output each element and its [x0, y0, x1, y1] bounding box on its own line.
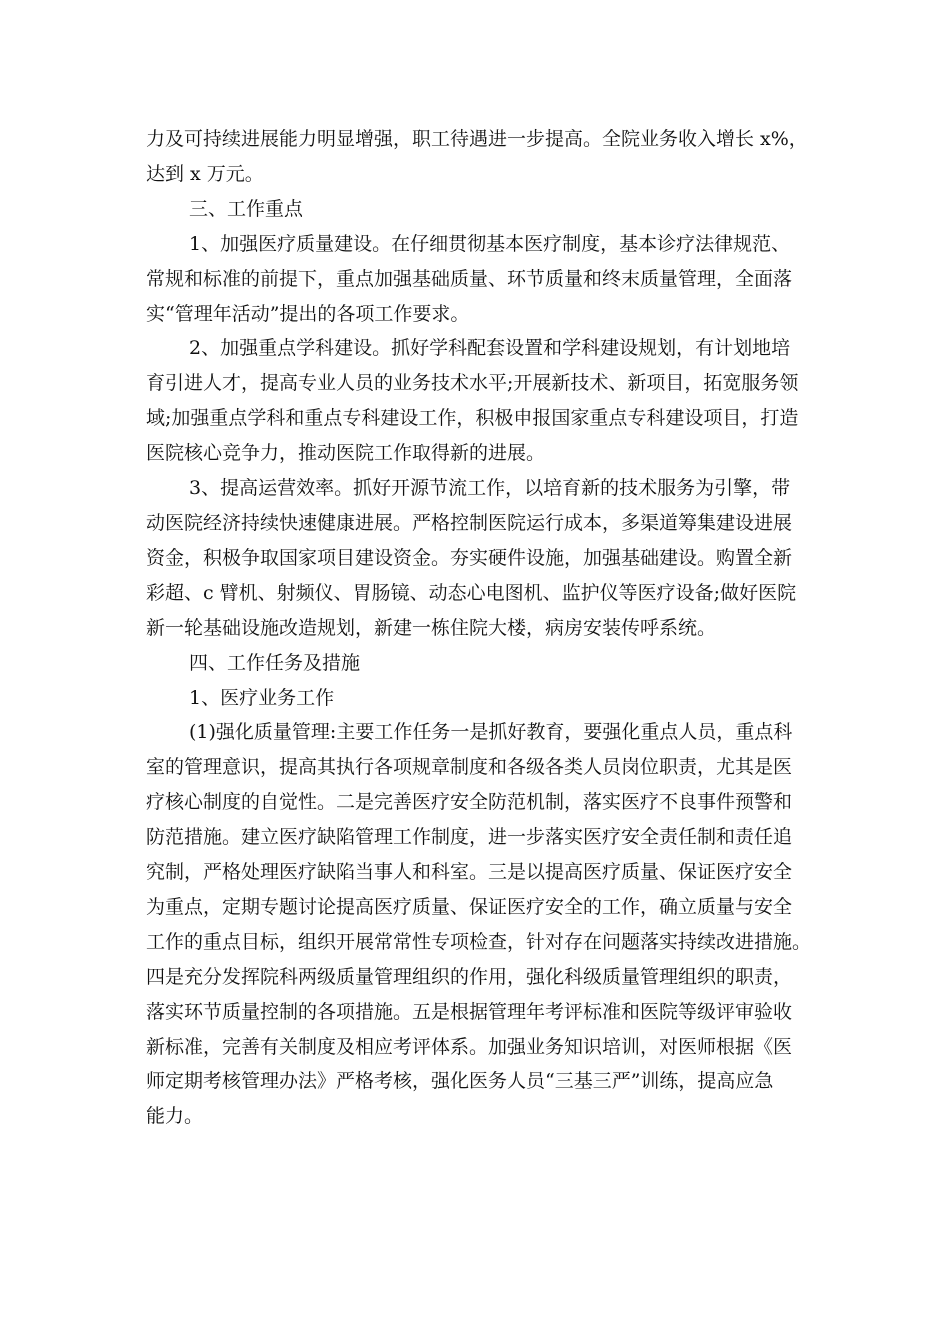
text-line: 能力。 — [146, 1105, 204, 1128]
text-line: 四是充分发挥院科两级质量管理组织的作用，强化科级质量管理组织的职责， — [146, 965, 793, 988]
text-line: 工作的重点目标，组织开展常常性专项检查，针对存在问题落实持续改进措施。 — [146, 930, 812, 953]
text-line: 防范措施。建立医疗缺陷管理工作制度，进一步落实医疗安全责任制和责任追 — [146, 826, 793, 849]
text-line: 育引进人才，提高专业人员的业务技术水平;开展新技术、新项目，拓宽服务领 — [146, 372, 799, 395]
text-line: 室的管理意识，提高其执行各项规章制度和各级各类人员岗位职责，尤其是医 — [146, 756, 793, 779]
text-line: 新一轮基础设施改造规划，新建一栋住院大楼，病房安装传呼系统。 — [146, 616, 717, 639]
text-line: 1、医疗业务工作 — [189, 686, 335, 709]
text-line: 动医院经济持续快速健康进展。严格控制医院运行成本，多渠道筹集建设进展 — [146, 511, 793, 534]
text-line: (1)强化质量管理:主要工作任务一是抓好教育，要强化重点人员，重点科 — [189, 721, 793, 744]
text-line: 实“管理年活动”提出的各项工作要求。 — [146, 302, 470, 325]
text-line: 常规和标准的前提下，重点加强基础质量、环节质量和终末质量管理，全面落 — [146, 267, 793, 290]
text-line: 3、提高运营效率。抓好开源节流工作，以培育新的技术服务为引擎，带 — [189, 477, 791, 500]
text-line: 彩超、c 臂机、射频仪、胃肠镜、动态心电图机、监护仪等医疗设备;做好医院 — [146, 581, 797, 604]
text-line: 疗核心制度的自觉性。二是完善医疗安全防范机制，落实医疗不良事件预警和 — [146, 791, 793, 814]
text-line: 达到 x 万元。 — [146, 162, 264, 185]
text-line: 究制，严格处理医疗缺陷当事人和科室。三是以提高医疗质量、保证医疗安全 — [146, 861, 793, 884]
text-line: 医院核心竞争力，推动医院工作取得新的进展。 — [146, 442, 546, 465]
text-line: 新标准，完善有关制度及相应考评体系。加强业务知识培训，对医师根据《医 — [146, 1035, 793, 1058]
text-line: 资金，积极争取国家项目建设资金。夯实硬件设施，加强基础建设。购置全新 — [146, 546, 793, 569]
text-line: 1、加强医疗质量建设。在仔细贯彻基本医疗制度，基本诊疗法律规范、 — [189, 232, 791, 255]
document-page — [146, 122, 812, 1134]
text-line: 三、工作重点 — [189, 197, 304, 220]
text-line: 师定期考核管理办法》严格考核，强化医务人员“三基三严”训练，提高应急 — [146, 1070, 774, 1093]
text-line: 落实环节质量控制的各项措施。五是根据管理年考评标准和医院等级评审验收 — [146, 1000, 793, 1023]
text-line: 域;加强重点学科和重点专科建设工作，积极申报国家重点专科建设项目，打造 — [146, 407, 799, 430]
text-line: 力及可持续进展能力明显增强，职工待遇进一步提高。全院业务收入增长 x%， — [146, 128, 808, 150]
text-line: 为重点，定期专题讨论提高医疗质量、保证医疗安全的工作，确立质量与安全 — [146, 895, 793, 918]
text-line: 2、加强重点学科建设。抓好学科配套设置和学科建设规划，有计划地培 — [189, 337, 791, 360]
text-line: 四、工作任务及措施 — [189, 651, 361, 674]
